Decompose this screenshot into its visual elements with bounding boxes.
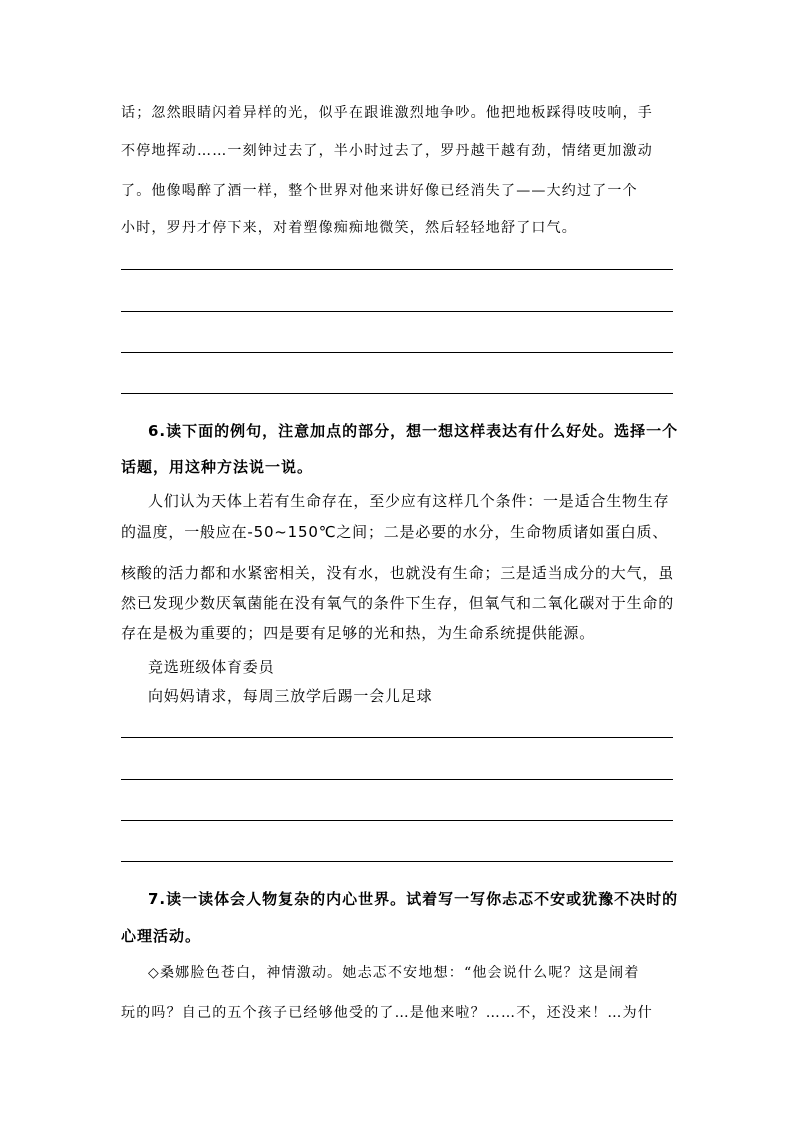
question-6-title-cont: 话题，用这种方法说一说。 <box>121 458 314 476</box>
answer-line[interactable] <box>121 269 673 270</box>
passage-line: 小时，罗丹才停下来，对着塑像痴痴地微笑，然后轻轻地舒了口气。 <box>121 220 577 236</box>
example-line: 人们认为天体上若有生命存在，至少应有这样几个条件：一是适合生物生存 <box>148 492 670 510</box>
question-7-title-cont: 心理活动。 <box>121 927 202 945</box>
passage-line: ◇桑娜脸色苍白，神情激动。她忐忑不安地想：“他会说什么呢？这是闹着 <box>148 965 640 981</box>
example-line: 然已发现少数厌氧菌能在没有氧气的条件下生存，但氧气和二氧化碳对于生命的 <box>121 594 675 612</box>
topic-option: 竞选班级体育委员 <box>148 658 275 676</box>
topic-option: 向妈妈请求，每周三放学后踢一会儿足球 <box>148 687 433 705</box>
passage-line: 玩的吗？自己的五个孩子已经够他受的了…是他来啦？……不，还没来！…为什 <box>121 1005 653 1021</box>
answer-line[interactable] <box>121 820 673 821</box>
example-line: 的温度，一般应在-50~150℃之间；二是必要的水分，生命物质诸如蛋白质、 <box>121 523 669 541</box>
answer-line[interactable] <box>121 393 673 394</box>
passage-line: 不停地挥动……一刻钟过去了，半小时过去了，罗丹越干越有劲，情绪更加激动 <box>121 143 653 159</box>
example-line: 核酸的活力都和水紧密相关，没有水，也就没有生命；三是适当成分的大气，虽 <box>121 564 675 582</box>
passage-line: 话；忽然眼睛闪着异样的光，似乎在跟谁激烈地争吵。他把地板踩得吱吱响，手 <box>121 105 653 121</box>
question-7-title: 7.读一读体会人物复杂的内心世界。试着写一写你忐忑不安或犹豫不决时的 <box>148 890 679 908</box>
example-line: 存在是极为重要的；四是要有足够的光和热，为生命系统提供能源。 <box>121 624 596 642</box>
answer-line[interactable] <box>121 861 673 862</box>
answer-line[interactable] <box>121 737 673 738</box>
answer-line[interactable] <box>121 779 673 780</box>
passage-line: 了。他像喝醉了酒一样，整个世界对他来讲好像已经消失了——大约过了一个 <box>121 183 638 199</box>
answer-line[interactable] <box>121 311 673 312</box>
answer-line[interactable] <box>121 352 673 353</box>
question-6-title: 6.读下面的例句，注意加点的部分，想一想这样表达有什么好处。选择一个 <box>148 422 679 440</box>
